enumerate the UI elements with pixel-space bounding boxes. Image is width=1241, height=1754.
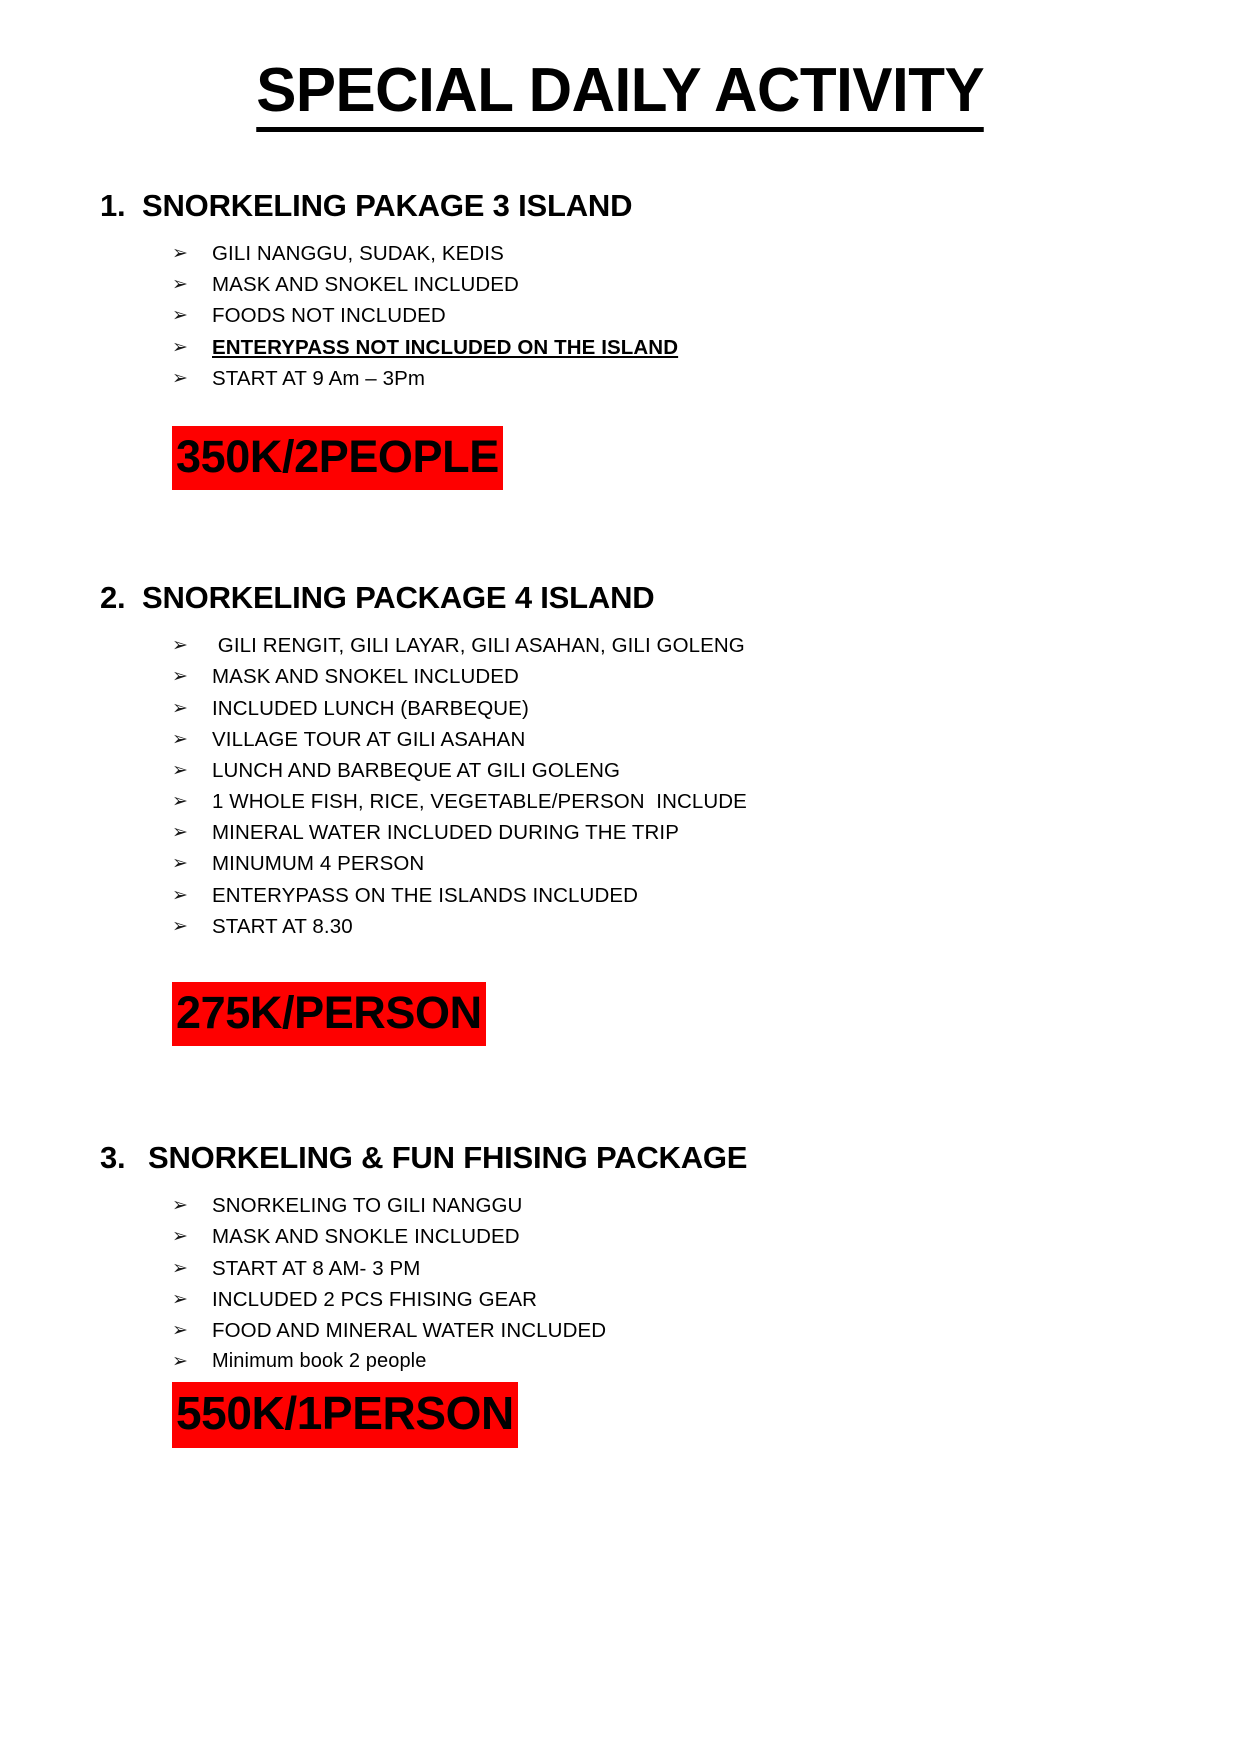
section-2-number: 2. [100, 580, 126, 616]
list-item-label: MASK AND SNOKEL INCLUDED [212, 665, 519, 689]
arrow-bullet-icon: ➢ [172, 1350, 189, 1372]
list-item-label: FOOD AND MINERAL WATER INCLUDED [212, 1318, 607, 1342]
list-item [172, 363, 1141, 394]
list-item-label: MASK AND SNOKEL INCLUDED [212, 273, 519, 297]
list-item-label: MASK AND SNOKLE INCLUDED [212, 1225, 520, 1249]
section-1-title: SNORKELING PAKAGE 3 ISLAND [142, 188, 633, 224]
arrow-bullet-icon: ➢ [172, 366, 189, 389]
list-item-label: FOODS NOT INCLUDED [212, 304, 446, 328]
list-item-label: START AT 9 Am – 3Pm [212, 366, 426, 390]
list-item [172, 755, 1141, 786]
section-1-heading [100, 188, 1141, 224]
section-1-bullet-list [100, 238, 1141, 394]
list-item-label: SNORKELING TO GILI NANGGU [212, 1194, 523, 1218]
arrow-bullet-icon: ➢ [172, 335, 189, 358]
list-item-label: GILI NANGGU, SUDAK, KEDIS [212, 242, 504, 266]
price-badge: 550K/1PERSON [172, 1382, 518, 1448]
list-item [172, 1284, 1141, 1315]
list-item [172, 1346, 1141, 1376]
list-item-label: MINUMUM 4 PERSON [212, 852, 425, 876]
list-item [172, 661, 1141, 692]
list-item [172, 724, 1141, 755]
list-item-label: VILLAGE TOUR AT GILI ASAHAN [212, 727, 526, 751]
section-3-bullet-list [100, 1190, 1141, 1376]
arrow-bullet-icon: ➢ [172, 1318, 189, 1341]
arrow-bullet-icon: ➢ [172, 304, 189, 327]
section-2-heading [100, 580, 1141, 616]
list-item [172, 693, 1141, 724]
list-item-label: START AT 8.30 [212, 914, 353, 938]
list-item-label: START AT 8 AM- 3 PM [212, 1256, 421, 1280]
list-item-label: GILI RENGIT, GILI LAYAR, GILI ASAHAN, GILI GOLENG [212, 634, 745, 658]
list-item [172, 848, 1141, 879]
price-badge: 275K/PERSON [172, 982, 486, 1046]
arrow-bullet-icon: ➢ [172, 696, 189, 719]
page-title-text: SPECIAL DAILY ACTIVITY [257, 58, 985, 132]
section-3-price-row [100, 1382, 1141, 1448]
section-3-heading [100, 1140, 1141, 1176]
arrow-bullet-icon: ➢ [172, 821, 189, 844]
arrow-bullet-icon: ➢ [172, 727, 189, 750]
arrow-bullet-icon: ➢ [172, 758, 189, 781]
list-item [172, 269, 1141, 300]
list-item-label: LUNCH AND BARBEQUE AT GILI GOLENG [212, 758, 621, 782]
list-item-label: INCLUDED 2 PCS FHISING GEAR [212, 1287, 538, 1311]
list-item-label: INCLUDED LUNCH (BARBEQUE) [212, 696, 529, 720]
list-item-label: 1 WHOLE FISH, RICE, VEGETABLE/PERSON INCLUDE [212, 790, 747, 814]
section-2-price-row [100, 982, 1141, 1046]
arrow-bullet-icon: ➢ [172, 242, 189, 265]
arrow-bullet-icon: ➢ [172, 883, 189, 906]
section-3-title: SNORKELING & FUN FHISING PACKAGE [148, 1140, 748, 1176]
list-item [172, 238, 1141, 269]
list-item [172, 1315, 1141, 1346]
list-item [172, 1221, 1141, 1252]
list-item-label: Minimum book 2 people [212, 1350, 427, 1372]
list-item [172, 630, 1141, 661]
list-item [172, 817, 1141, 848]
arrow-bullet-icon: ➢ [172, 1225, 189, 1248]
list-item-label: ENTERYPASS ON THE ISLANDS INCLUDED [212, 883, 639, 907]
section-1-price-row [100, 426, 1141, 490]
arrow-bullet-icon: ➢ [172, 273, 189, 296]
list-item-emphasized [172, 332, 1141, 363]
list-item [172, 880, 1141, 911]
price-badge: 350K/2PEOPLE [172, 426, 503, 490]
arrow-bullet-icon: ➢ [172, 790, 189, 813]
package-section-3 [100, 1140, 1141, 1448]
section-2-bullet-list [100, 630, 1141, 942]
arrow-bullet-icon: ➢ [172, 1256, 189, 1279]
arrow-bullet-icon: ➢ [172, 914, 189, 937]
list-item [172, 300, 1141, 331]
section-3-number: 3. [100, 1140, 126, 1176]
page-title [100, 0, 1141, 132]
arrow-bullet-icon: ➢ [172, 665, 189, 688]
list-item [172, 786, 1141, 817]
arrow-bullet-icon: ➢ [172, 634, 189, 657]
arrow-bullet-icon: ➢ [172, 852, 189, 875]
list-item [172, 911, 1141, 942]
list-item [172, 1253, 1141, 1284]
arrow-bullet-icon: ➢ [172, 1287, 189, 1310]
arrow-bullet-icon: ➢ [172, 1194, 189, 1217]
list-item [172, 1190, 1141, 1221]
section-1-number: 1. [100, 188, 126, 224]
list-item-label: MINERAL WATER INCLUDED DURING THE TRIP [212, 821, 679, 845]
section-2-title: SNORKELING PACKAGE 4 ISLAND [142, 580, 655, 616]
package-section-1 [100, 188, 1141, 490]
list-item-label: ENTERYPASS NOT INCLUDED ON THE ISLAND [212, 335, 679, 359]
package-section-2 [100, 580, 1141, 1046]
